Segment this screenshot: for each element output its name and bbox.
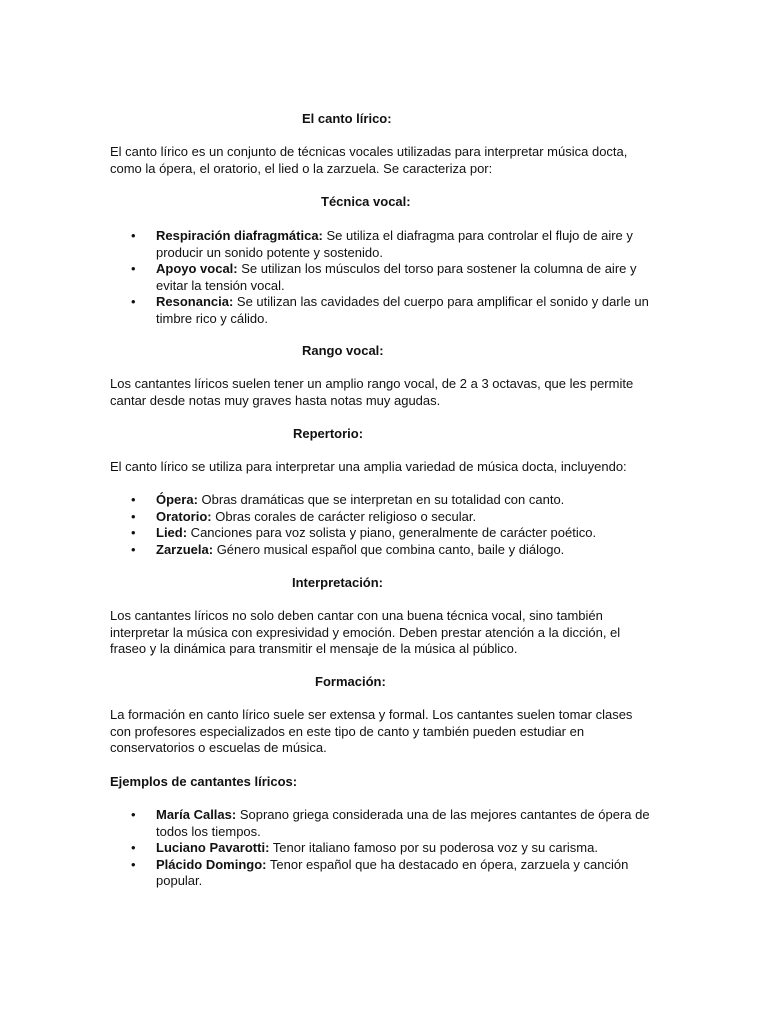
list-item [110,294,670,327]
section-heading-ejemplos: Ejemplos de cantantes líricos: [110,774,298,789]
list-item-text: Género musical español que combina canto, baile y diálogo. [213,541,565,557]
list-item [110,492,670,509]
section-heading-rango: Rango vocal: [302,343,384,358]
list-item [110,542,670,559]
list-item [110,840,670,857]
list-item-text: Se utilizan las cavidades del cuerpo para amplificar el sonido y darle un timbre rico y cálido. [156,294,649,326]
list-item-term: Plácido Domingo: [156,856,267,872]
list-item-term: Resonancia: [156,294,234,309]
section-heading-formacion: Formación: [315,674,386,689]
list-item [110,228,670,261]
tecnica-list [110,228,670,327]
list-item [110,261,670,294]
list-item-term: Zarzuela: [156,541,214,557]
list-item [110,525,670,542]
list-item-term: Luciano Pavarotti: [156,840,270,855]
list-item-term: Apoyo vocal: [156,261,238,276]
list-item-text: Tenor italiano famoso por su poderosa voz y su carisma. [269,840,598,855]
list-item-text: Canciones para voz solista y piano, generalmente de carácter poético. [187,525,597,540]
formacion-paragraph: La formación en canto lírico suele ser extensa y formal. Los cantantes suelen tomar clases con profesores especializados en este tipo de canto y también pueden estudiar en conservatorios o escuelas de música. [110,707,633,755]
list-item-term: Oratorio: [156,508,212,524]
list-item-text: Tenor español que ha destacado en ópera, zarzuela y canción popular. [156,856,629,888]
section-heading-interpretacion: Interpretación: [292,575,384,590]
section-heading-repertorio: Repertorio: [293,426,364,441]
intro-paragraph: El canto lírico es un conjunto de técnicas vocales utilizadas para interpretar música docta, como la ópera, el oratorio, el lied o la zarzuela. Se caracteriza por: [110,144,628,176]
list-item-text: Soprano griega considerada una de las mejores cantantes de ópera de todos los tiempos. [156,807,650,839]
ejemplos-list [110,807,670,890]
repertorio-paragraph: El canto lírico se utiliza para interpretar una amplia variedad de música docta, incluyendo: [110,459,627,474]
section-heading-tecnica: Técnica vocal: [321,194,411,209]
list-item-term: Lied: [156,525,188,540]
list-item-text: Se utilizan los músculos del torso para sostener la columna de aire y evitar la tensión vocal. [156,261,637,293]
list-item-term: Respiración diafragmática: [156,228,323,243]
list-item-term: Ópera: [156,492,198,507]
list-item [110,807,670,840]
list-item-term: María Callas: [156,807,237,822]
repertorio-list [110,492,670,558]
list-item-text: Se utiliza el diafragma para controlar el flujo de aire y producir un sonido potente y sostenido. [156,228,633,260]
list-item-text: Obras dramáticas que se interpretan en su totalidad con canto. [197,492,565,507]
list-item [110,857,670,890]
document-title: El canto lírico: [302,111,392,126]
list-item-text: Obras corales de carácter religioso o secular. [211,508,477,524]
list-item [110,509,670,526]
rango-paragraph: Los cantantes líricos suelen tener un amplio rango vocal, de 2 a 3 octavas, que les permite cantar desde notas muy graves hasta notas muy agudas. [110,376,634,408]
interpretacion-paragraph: Los cantantes líricos no solo deben cantar con una buena técnica vocal, sino también interpretar la música con expresividad y emoción. Deben prestar atención a la dicción, el fraseo y la dinámica para transmitir el mensaje de la música al público. [110,608,621,656]
